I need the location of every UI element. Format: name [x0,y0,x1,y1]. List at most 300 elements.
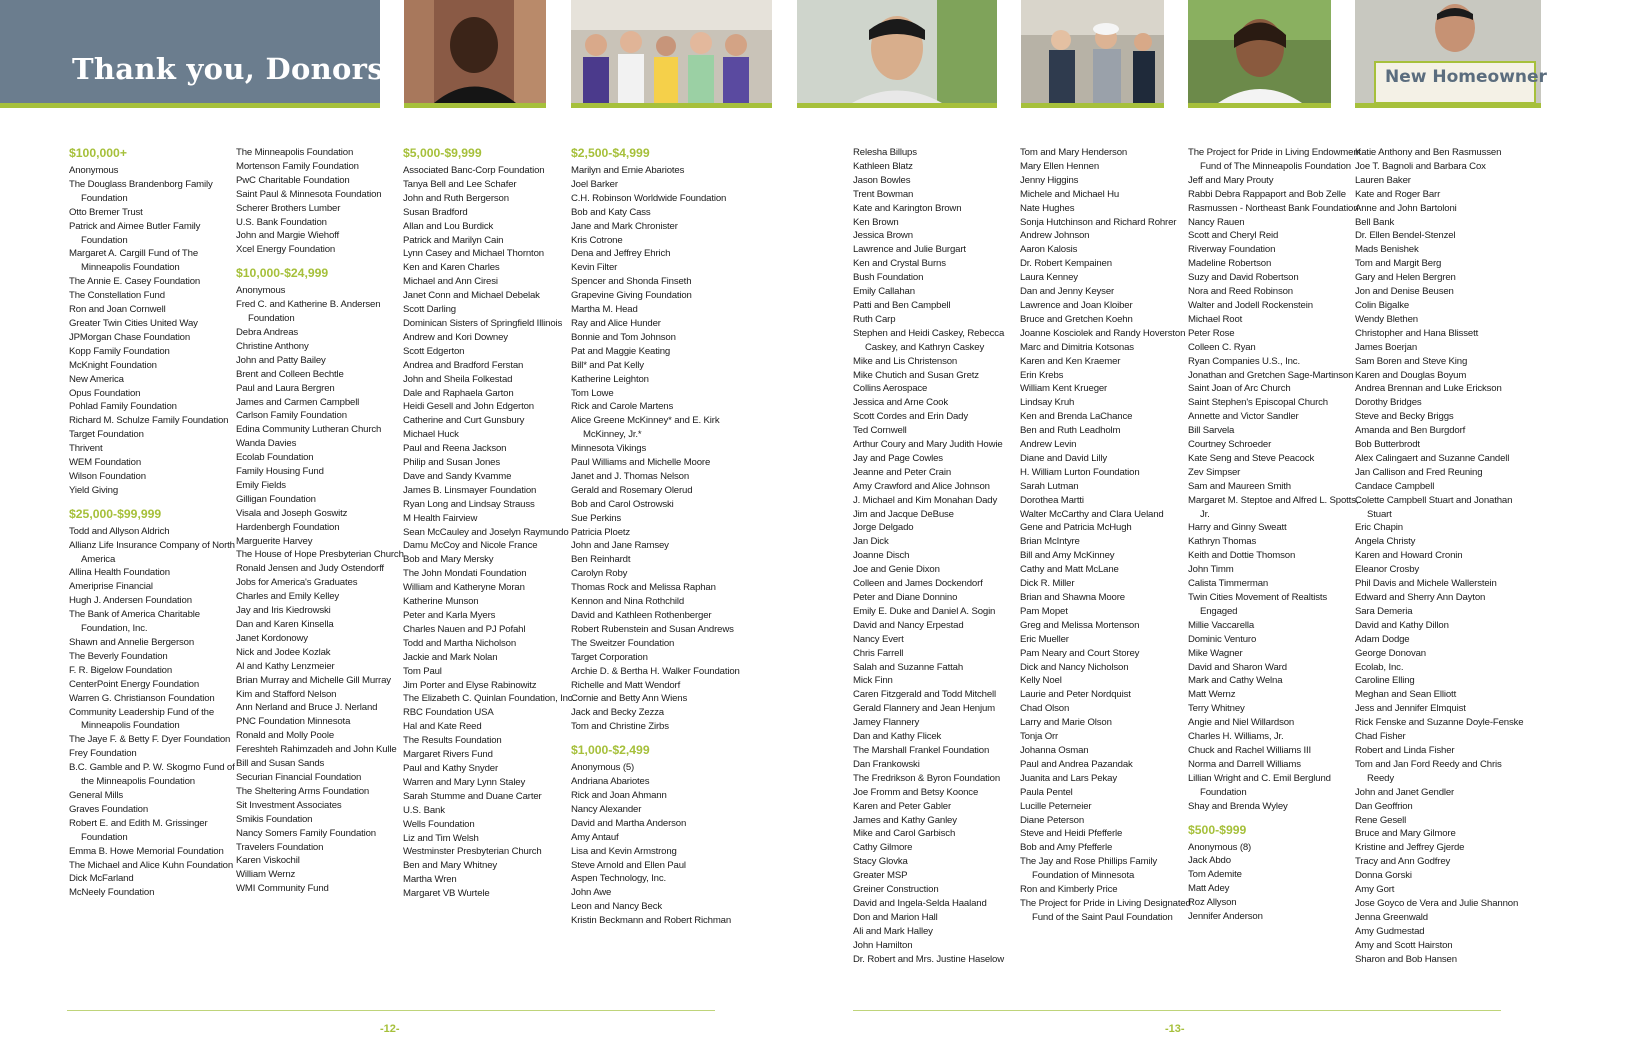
giving-level-heading: $500-$999 [1188,822,1247,837]
donor-name: John and Ruth Bergerson [403,192,509,204]
donor-name: Bill Sarvela [1188,425,1235,437]
donor-name: Kathleen Blatz [853,160,913,172]
donor-name: Ben and Ruth Leadholm [1020,425,1121,437]
donor-name: Kevin Filter [571,262,618,274]
donor-name: Allianz Life Insurance Company of North America [69,539,235,565]
donor-name: Joe and Genie Dixon [853,564,940,576]
donor-name: Wells Foundation [403,818,475,830]
donor-name: Calista Timmerman [1188,578,1269,590]
donor-name: Bruce and Mary Gilmore [1355,828,1456,840]
donor-name: Janet and J. Thomas Nelson [571,470,690,482]
donor-name: Marc and Dimitria Kotsonas [1020,341,1134,353]
donor-name: Frey Foundation [69,748,137,760]
donor-name: Eleanor Crosby [1355,564,1420,576]
donor-name: Michael Root [1188,313,1243,325]
donor-name: Martha Wren [403,874,457,886]
donor-name: Bill and Amy McKinney [1020,550,1115,562]
donor-name: Spencer and Shonda Finseth [571,276,692,288]
donor-name: Mike Chutich and Susan Gretz [853,369,979,381]
donor-name: George Donovan [1355,647,1426,659]
donor-name: Gary and Helen Bergren [1355,272,1456,284]
donor-name: John and Sheila Folkestad [403,373,513,385]
donor-name: Collins Aerospace [853,383,928,395]
donor-name: Ann Nerland and Bruce J. Nerland [236,702,378,714]
donor-name: Nate Hughes [1020,202,1075,214]
donor-name: Karen and Peter Gabler [853,800,952,812]
donor-name: Jan Dick [853,536,889,548]
donor-name: Mick Finn [853,675,893,687]
donor-name: Terry Whitney [1188,703,1245,715]
donor-name: Saint Joan of Arc Church [1188,383,1291,395]
donor-name: Chad Olson [1020,703,1070,715]
donor-name: The Sweitzer Foundation [571,637,675,649]
donor-name: The Constellation Fund [69,290,165,302]
donor-name: WEM Foundation [69,457,142,469]
donor-name: Ken and Karen Charles [403,262,500,274]
donor-name: C.H. Robinson Worldwide Foundation [571,192,727,204]
donor-name: Brian McIntyre [1020,536,1080,548]
donor-name: Andrea and Bradford Ferstan [403,359,524,371]
donor-name: The House of Hope Presbyterian Church [236,549,404,561]
donor-name: David and Sharon Ward [1188,661,1287,673]
donor-name: Saint Paul & Minnesota Foundation [236,188,382,200]
donor-name: Amy Antauf [571,831,619,843]
donor-name: Don and Marion Hall [853,911,938,923]
donor-name: John and Patty Bailey [236,354,326,366]
donor-name: Mike and Lis Christenson [853,355,958,367]
donor-name: Bonnie and Tom Johnson [571,331,676,343]
donor-name: Mads Benishek [1355,244,1419,256]
donor-name: Joe T. Bagnoli and Barbara Cox [1355,160,1486,172]
donor-name: Visala and Joseph Goswitz [236,507,348,519]
donor-name: Jane and Mark Chronister [571,220,678,232]
donor-name: Rene Gesell [1355,814,1407,826]
donor-name: RBC Foundation USA [403,707,494,719]
donor-name: Bob and Mary Mersky [403,554,494,566]
donor-name: Ronald and Molly Poole [236,730,335,742]
donor-name: Robert Rubenstein and Susan Andrews [571,623,734,635]
donor-name: Dan Frankowski [853,758,920,770]
donor-name: Nick and Jodee Kozlak [236,646,331,658]
photo-volunteers-group [571,0,772,103]
donor-name: Anonymous [236,285,286,297]
donor-name: Paul and Reena Jackson [403,443,507,455]
donor-name: Liz and Tim Welsh [403,832,479,844]
donor-name: Hardenbergh Foundation [236,521,340,533]
donor-name: David and Kathy Dillon [1355,619,1449,631]
donor-name: Westminster Presbyterian Church [403,846,542,858]
donor-name: Pam Mopet [1020,605,1068,617]
donor-name: Edward and Sherry Ann Dayton [1355,592,1486,603]
donor-name: Colleen and James Dockendorf [853,578,983,590]
donor-name: Rick and Carole Martens [571,401,674,413]
donor-name: McKnight Foundation [69,359,157,371]
donor-name: Emily Callahan [853,286,915,298]
donor-name: The Bank of America Charitable Foundation, Inc. [69,609,200,635]
donor-name: Ray and Alice Hunder [571,317,661,329]
donor-name: Jessica and Arne Cook [853,397,948,409]
donor-name: Jennifer Anderson [1188,911,1263,923]
donor-name: Rick and Joan Ahmann [571,789,667,801]
donor-name: Gene and Patricia McHugh [1020,522,1132,534]
donor-name: Meghan and Sean Elliott [1355,689,1457,701]
donor-name: Andriana Abariotes [571,776,650,788]
donor-name: Dick McFarland [69,873,134,885]
donor-name: Sarah Stumme and Duane Carter [403,790,542,802]
donor-name: Margaret Rivers Fund [403,749,493,761]
donor-name: Tanya Bell and Lee Schafer [403,178,517,190]
donor-name: Nancy Evert [853,633,904,645]
donor-name: Dr. Robert and Mrs. Justine Haselow [853,953,1004,965]
page-number-left: -12- [380,1023,400,1035]
donor-name: Target Foundation [69,429,144,441]
donor-name: Amanda and Ben Burgdorf [1355,425,1466,437]
donor-name: Leon and Nancy Beck [571,901,663,913]
donor-name: Philip and Susan Jones [403,457,500,469]
donor-name: Dominic Venturo [1188,633,1257,645]
donor-name: Karen and Douglas Boyum [1355,369,1467,381]
donor-name: Angie and Niel Willardson [1188,717,1295,729]
page-number-right: -13- [1165,1023,1185,1035]
donor-name: WMI Community Fund [236,883,329,895]
donor-name: Paul and Kathy Snyder [403,762,498,774]
donor-name: Katherine Munson [403,596,479,608]
donor-name: John Awe [571,887,612,899]
donor-name: Walter and Jodell Rockenstein [1188,299,1313,311]
donor-name: Richard M. Schulze Family Foundation [69,415,229,427]
donor-name: Warren and Mary Lynn Staley [403,776,526,788]
donor-name: Archie D. & Bertha H. Walker Foundation [571,665,740,677]
donor-column-2 [236,146,412,896]
donor-name: Edina Community Lutheran Church [236,424,382,436]
donor-name: PwC Charitable Foundation [236,174,350,186]
donor-name: Kelly Noel [1020,675,1062,687]
donor-name: Dick and Nancy Nicholson [1020,661,1129,673]
donor-name: Ruth Carp [853,313,896,325]
donor-name: Peter and Karla Myers [403,610,496,621]
donor-name: Carlson Family Foundation [236,410,347,422]
donor-name: Twin Cities Movement of Realtists Engaged [1188,592,1328,617]
donor-name: Dan and Karen Kinsella [236,619,334,630]
donor-name: Jonathan and Gretchen Sage-Martinson [1188,369,1354,381]
donor-name: Jack and Becky Zezza [571,707,664,719]
donor-name: Anonymous [69,165,119,176]
donor-name: Smikis Foundation [236,813,313,825]
donor-name: Matt Adey [1188,883,1230,895]
giving-level-heading: $100,000+ [69,146,127,160]
donor-name: Karen Viskochil [236,855,300,867]
donor-name: Dr. Robert Kempainen [1020,258,1112,270]
donor-name: Wilson Foundation [69,470,146,482]
donor-name: J. Michael and Kim Monahan Dady [853,494,998,506]
donor-name: Christopher and Hana Blissett [1355,327,1479,339]
donor-name: Catherine and Curt Gunsbury [403,415,525,427]
donor-name: Katherine Leighton [571,373,649,385]
donor-name: Paul Williams and Michelle Moore [571,457,711,469]
donor-name: Greg and Melissa Mortenson [1020,619,1140,631]
donor-name: Mary Ellen Hennen [1020,160,1100,172]
donor-name: Mike and Carol Garbisch [853,828,956,840]
donor-name: Jenny Higgins [1020,174,1079,186]
donor-name: M Health Fairview [403,512,478,524]
donor-name: William and Katheryne Moran [403,582,525,594]
donor-name: Graves Foundation [69,803,149,815]
donor-name: Brian and Shawna Moore [1020,592,1125,603]
donor-name: Rick Fenske and Suzanne Doyle-Fenske [1355,717,1524,729]
donor-name: Andrew Levin [1020,439,1077,451]
donor-name: Jeff and Mary Prouty [1188,174,1274,186]
donor-name: Jess and Jennifer Elmquist [1355,703,1466,715]
donor-name: Erin Krebs [1020,369,1064,381]
donor-name: Annette and Victor Sandler [1188,411,1299,423]
donor-name: Emily Fields [236,479,286,491]
donor-name: Steve Arnold and Ellen Paul [571,859,686,871]
donor-name: Target Corporation [571,651,648,663]
donor-name: Susan Bradford [403,206,468,218]
title-banner [0,0,397,103]
donor-name: Gilligan Foundation [236,493,316,505]
donor-name: F. R. Bigelow Foundation [69,664,173,676]
donor-name: Anonymous (8) [1188,841,1252,853]
donor-name: Anonymous (5) [571,762,635,774]
donor-name: Tom and Mary Henderson [1020,147,1128,158]
donor-name: Bob and Amy Pfefferle [1020,842,1113,854]
giving-level-heading: $2,500-$4,999 [571,146,650,160]
donor-name: Bill* and Pat Kelly [571,359,644,371]
giving-level-heading: $1,000-$2,499 [571,743,650,758]
donor-name: Michael Huck [403,429,459,441]
donor-name: The Douglass Brandenborg Family Foundation [69,178,213,204]
donor-name: Chuck and Rachel Williams III [1188,744,1312,756]
donor-name: Scott Edgerton [403,345,465,357]
donor-name: New America [69,373,124,385]
donor-name: Rabbi Debra Rappaport and Bob Zelle [1188,188,1346,200]
donor-name: Mark and Cathy Welna [1188,675,1283,687]
donor-name: Todd and Martha Nicholson [403,637,517,649]
donor-name: Steve and Heidi Pfefferle [1020,828,1123,840]
donor-name: Sam Boren and Steve King [1355,355,1468,367]
donor-name: Kate and Roger Barr [1355,188,1441,200]
donor-name: Kristin Beckmann and Robert Richman [571,915,732,927]
donor-name: Michele and Michael Hu [1020,188,1120,200]
donor-name: Stephen and Heidi Caskey, Rebecca Caskey, and Kathryn Caskey [853,327,1005,353]
donor-name: James and Carmen Campbell [236,396,360,408]
donor-name: Marilyn and Ernie Abariotes [571,165,685,176]
donor-name: Hal and Kate Reed [403,721,482,733]
donor-name: Nancy Alexander [571,803,642,815]
donor-name: Tom and Margit Berg [1355,258,1442,270]
donor-name: Greiner Construction [853,884,939,896]
donor-name: The Michael and Alice Kuhn Foundation [69,859,234,871]
donor-column-8 [1355,146,1531,966]
donor-name: Bob and Carol Ostrowski [571,498,674,510]
donor-name: Christine Anthony [236,340,309,352]
donor-name: Allina Health Foundation [69,567,170,579]
donor-name: Lawrence and Joan Kloiber [1020,299,1133,311]
donor-name: Kennon and Nina Rothchild [571,596,685,608]
donor-name: Joanne Disch [853,550,910,562]
donor-name: Diane Peterson [1020,814,1085,826]
donor-name: Kathryn Thomas [1188,536,1257,548]
donor-name: Tonja Orr [1020,731,1059,743]
donor-name: Bush Foundation [853,272,924,284]
donor-name: Millie Vaccarella [1188,619,1255,631]
donor-name: Jim and Jacque DeBuse [853,508,954,520]
donor-name: Ameriprise Financial [69,581,153,593]
donor-name: Saint Stephen's Episcopal Church [1188,397,1328,409]
donor-name: Madeline Robertson [1188,258,1272,270]
donor-name: Scherer Brothers Lumber [236,202,341,214]
donor-name: James B. Linsmayer Foundation [403,484,537,496]
donor-name: Jason Bowles [853,174,911,186]
donor-column-6 [1020,146,1196,925]
donor-name: Tom Paul [403,665,442,677]
donor-name: Gerald and Rosemary Olerud [571,484,693,496]
donor-name: Ken Brown [853,216,899,228]
donor-name: Lucille Peterneier [1020,800,1092,812]
donor-name: Securian Financial Foundation [236,771,362,783]
donor-name: John and Jane Ramsey [571,540,669,552]
donor-name: Riverway Foundation [1188,244,1276,256]
donor-name: Joe Fromm and Betsy Koonce [853,786,979,798]
donor-name: Donna Gorski [1355,870,1412,882]
donor-name: Emma B. Howe Memorial Foundation [69,845,224,857]
donor-column-7 [1188,146,1364,924]
donor-name: Jeanne and Peter Crain [853,466,952,478]
donor-name: Ryan Companies U.S., Inc. [1188,355,1300,367]
photo-woman-portrait [404,0,546,103]
donor-name: Sarah Lutman [1020,480,1079,492]
donor-column-3 [403,146,579,901]
donor-name: Nora and Reed Robinson [1188,286,1293,298]
donor-name: Chris Farrell [853,647,904,659]
donor-name: Roz Allyson [1188,897,1237,909]
donor-name: The Elizabeth C. Quinlan Foundation, Inc. [403,693,575,705]
donor-column-4 [571,146,747,928]
donor-name: Emily E. Duke and Daniel A. Sogin [853,605,996,617]
donor-name: Family Housing Fund [236,466,324,478]
donor-name: Wanda Davies [236,438,297,450]
donor-name: Tom and Christine Zirbs [571,721,669,733]
donor-name: Fereshteh Rahimzadeh and John Kulle [236,744,397,756]
donor-name: Amy Gudmestad [1355,925,1425,937]
donor-name: Dick R. Miller [1020,578,1075,590]
donor-name: Eric Chapin [1355,522,1403,534]
donor-name: CenterPoint Energy Foundation [69,678,200,690]
donor-name: Karen and Ken Kraemer [1020,355,1121,367]
donor-name: Dan Geoffrion [1355,800,1413,812]
donor-name: Wendy Blethen [1355,313,1418,325]
donor-name: Mike Wagner [1188,647,1243,659]
donor-name: John Timm [1188,564,1234,576]
photo-groundbreaking [1021,0,1164,103]
donor-name: Dan and Jenny Keyser [1020,286,1115,298]
donor-name: Dan and Kathy Flicek [853,731,942,743]
donor-name: Andrew Johnson [1020,230,1090,242]
donor-name: Ted Cornwell [853,425,907,437]
donor-name: Jessica Brown [853,230,913,242]
donor-name: David and Nancy Erpestad [853,619,964,631]
donor-name: William Kent Krueger [1020,383,1108,395]
donor-name: The Project for Pride in Living Endowment Fund of The Minneapolis Foundation [1188,147,1362,172]
donor-name: Scott and Cheryl Reid [1188,230,1279,242]
homeowner-sign-text: New Homeowner [1385,67,1547,87]
donor-name: Sam and Maureen Smith [1188,480,1291,492]
donor-name: Brian Murray and Michelle Gill Murray [236,674,391,686]
donor-name: James Boerjan [1355,341,1418,353]
donor-name: Minnesota Vikings [571,443,647,455]
donor-name: Jobs for America's Graduates [236,577,358,589]
donor-name: Amy Gort [1355,884,1395,896]
donor-name: Janet Kordonowy [236,632,308,644]
donor-name: Angela Christy [1355,536,1416,548]
donor-name: Yield Giving [69,484,119,496]
donor-name: The Project for Pride in Living Designated Fund of the Saint Paul Foundation [1020,897,1191,923]
donor-name: Jorge Delgado [853,522,914,534]
donor-name: Sonja Hutchinson and Richard Rohrer [1020,216,1177,228]
donor-name: Travelers Foundation [236,841,324,853]
donor-name: Pat and Maggie Keating [571,345,671,357]
donor-name: Michael and Ann Ciresi [403,276,498,288]
donor-name: Harry and Ginny Sweatt [1188,522,1287,534]
donor-name: Eric Mueller [1020,633,1069,645]
donor-name: Ken and Crystal Burns [853,258,946,270]
giving-level-heading: $5,000-$9,999 [403,146,482,160]
footer-rule-left [67,1010,715,1011]
donor-column-5 [853,146,1029,966]
donor-name: Dena and Jeffrey Ehrich [571,248,671,260]
donor-name: General Mills [69,789,124,801]
donor-name: The John Mondati Foundation [403,568,527,580]
donor-name: Patti and Ben Campbell [853,299,951,311]
donor-name: Margaret VB Wurtele [403,888,490,900]
donor-name: Laura Kenney [1020,272,1078,284]
donor-name: Opus Foundation [69,387,141,399]
donor-name: Colette Campbell Stuart and Jonathan Stuart [1355,494,1513,520]
donor-name: William Wernz [236,869,296,881]
donor-name: Jose Goyco de Vera and Julie Shannon [1355,897,1519,909]
donor-name: Bill and Susan Sands [236,758,325,770]
donor-name: Rasmussen - Northeast Bank Foundation [1188,202,1359,214]
donor-name: The Minneapolis Foundation [236,147,354,158]
donor-name: Paul and Andrea Pazandak [1020,758,1133,770]
donor-name: James and Kathy Ganley [853,814,957,826]
donor-name: Relesha Billups [853,147,917,158]
donor-name: John and Margie Wiehoff [236,230,340,242]
donor-name: Matt Wernz [1188,689,1236,701]
donor-name: Colin Bigalke [1355,299,1410,311]
donor-name: Thomas Rock and Melissa Raphan [571,582,716,594]
donor-name: Walter McCarthy and Clara Ueland [1020,508,1164,520]
donor-name: Janet Conn and Michael Debelak [403,290,540,302]
donor-name: Ben Reinhardt [571,554,631,566]
donor-name: Jenna Greenwald [1355,911,1428,923]
donor-name: Patrick and Marilyn Cain [403,234,504,246]
donor-name: Lindsay Kruh [1020,397,1075,409]
donor-name: Allan and Lou Burdick [403,220,494,232]
donor-name: Alex Calingaert and Suzanne Candell [1355,452,1510,464]
donor-name: Ken and Brenda LaChance [1020,411,1133,423]
donor-name: Associated Banc-Corp Foundation [403,165,545,176]
donor-name: Pohlad Family Foundation [69,401,177,413]
donor-name: Kris Cotrone [571,234,623,246]
donor-name: Lillian Wright and C. Emil Berglund Foundation [1188,772,1331,798]
donor-name: Tom Ademite [1188,869,1242,881]
donor-name: Debra Andreas [236,326,299,338]
footer-rule-right [853,1010,1501,1011]
donor-name: JPMorgan Chase Foundation [69,331,191,343]
donor-name: John and Janet Gendler [1355,786,1455,798]
